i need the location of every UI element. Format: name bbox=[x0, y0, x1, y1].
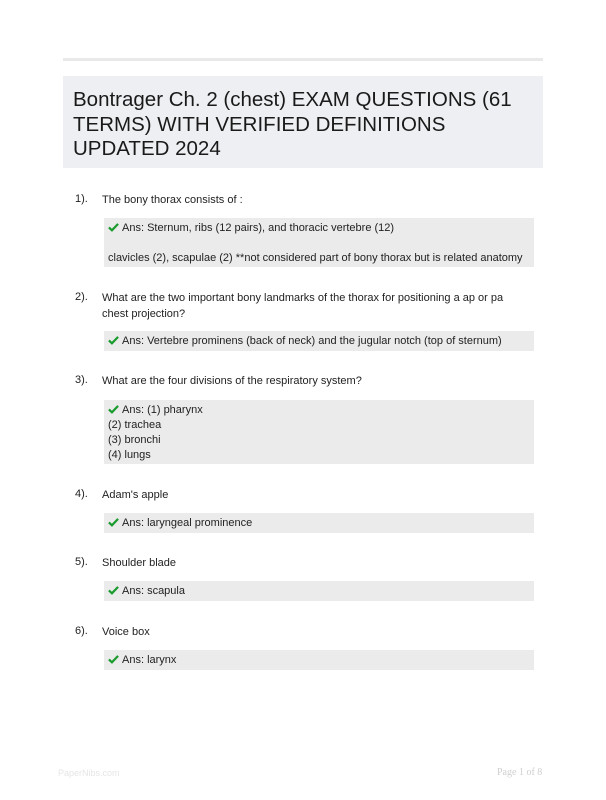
check-icon bbox=[108, 585, 119, 595]
answer-box bbox=[104, 513, 534, 533]
check-icon bbox=[108, 222, 119, 232]
question-text: Shoulder blade bbox=[102, 557, 177, 569]
answer-line: (3) bronchi bbox=[108, 434, 161, 446]
footer-watermark: PaperNibs.com bbox=[58, 768, 120, 778]
question-number: 2). bbox=[75, 291, 88, 303]
answer-box bbox=[104, 400, 534, 464]
question-number: 6). bbox=[75, 625, 88, 637]
answer-line: Ans: laryngeal prominence bbox=[122, 517, 253, 529]
answer-line: Ans: (1) pharynx bbox=[122, 404, 203, 416]
question-number: 1). bbox=[75, 193, 88, 205]
answer-box bbox=[104, 218, 534, 267]
answer-line: Ans: larynx bbox=[122, 654, 177, 666]
page-number: Page 1 of 8 bbox=[497, 767, 543, 778]
check-icon bbox=[108, 517, 119, 527]
answer-box bbox=[104, 331, 534, 351]
answer-box bbox=[104, 650, 534, 670]
question-number: 5). bbox=[75, 556, 88, 568]
check-icon bbox=[108, 404, 119, 414]
question-text: What are the two important bony landmarks of the thorax for positioning a ap or pa chest projection? bbox=[102, 292, 504, 320]
title-box bbox=[63, 76, 543, 168]
check-icon bbox=[108, 654, 119, 664]
question-number: 4). bbox=[75, 488, 88, 500]
question-number: 3). bbox=[75, 374, 88, 386]
document-title: Bontrager Ch. 2 (chest) EXAM QUESTIONS (61 TERMS) WITH VERIFIED DEFINITIONS UPDATED 2024 bbox=[73, 88, 512, 160]
question-text: The bony thorax consists of : bbox=[102, 194, 243, 206]
answer-line: (4) lungs bbox=[108, 449, 151, 461]
answer-line: Ans: scapula bbox=[122, 585, 185, 597]
answer-line: Ans: Vertebre prominens (back of neck) and the jugular notch (top of sternum) bbox=[122, 335, 502, 347]
check-icon bbox=[108, 335, 119, 345]
question-text: Adam's apple bbox=[102, 489, 169, 501]
answer-note: clavicles (2), scapulae (2) **not considered part of bony thorax but is related anatomy bbox=[108, 252, 523, 264]
answer-line: Ans: Sternum, ribs (12 pairs), and thoracic vertebre (12) bbox=[122, 222, 395, 234]
question-text: What are the four divisions of the respiratory system? bbox=[102, 375, 362, 387]
question-text: Voice box bbox=[102, 626, 150, 638]
top-rule bbox=[63, 58, 543, 61]
answer-line: (2) trachea bbox=[108, 419, 162, 431]
answer-box bbox=[104, 581, 534, 601]
